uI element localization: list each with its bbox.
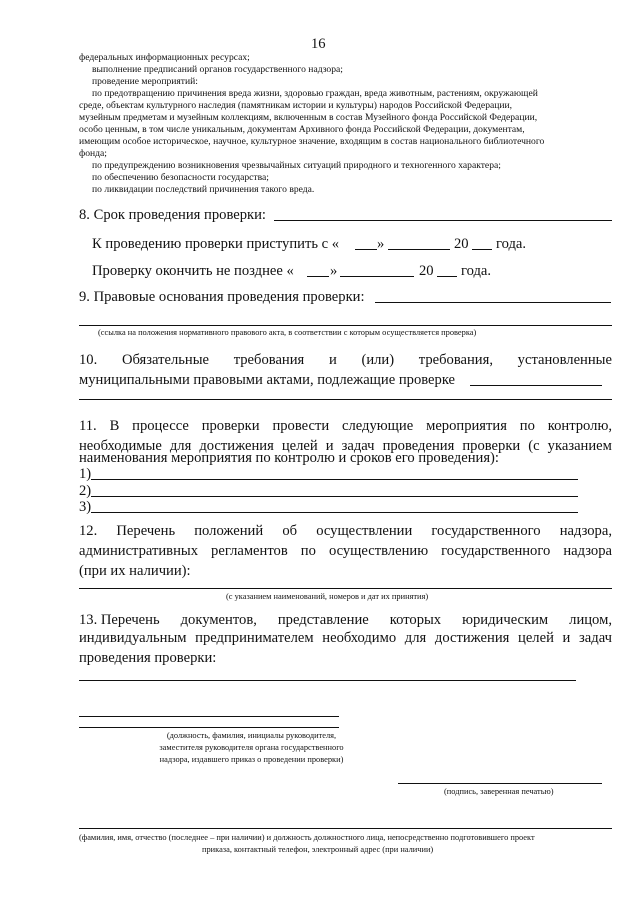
word: Обязательные <box>121 352 210 368</box>
section12-line2 <box>79 541 612 561</box>
word: надзора, <box>559 523 612 539</box>
end-day-line <box>307 276 329 277</box>
word: задач <box>579 630 612 646</box>
intro-line: среде, объектам культурного наследия (памятникам истории и культуры) народов Российской Федерации, <box>79 100 513 111</box>
end-month-line <box>340 276 414 277</box>
word: и <box>328 352 337 368</box>
intro-line: по обеспечению безопасности государства; <box>92 172 269 183</box>
word: процессе <box>132 418 189 434</box>
note-line: заместителя руководителя органа государственного <box>159 743 344 752</box>
word: лицом, <box>569 612 612 628</box>
word: для <box>404 630 427 646</box>
word: для <box>169 438 192 454</box>
section10-fill-line <box>470 385 602 386</box>
item-number: 1) <box>79 466 92 482</box>
word: требования <box>233 352 305 368</box>
signature-seal-line <box>398 783 602 784</box>
intro-line: музейным предметам и музейным коллекциям, включенным в состав Музейного фонда Российской Федерации, <box>79 112 538 123</box>
word: целей <box>281 438 318 454</box>
word: задач <box>341 438 375 454</box>
intro-line: фонда; <box>79 148 107 159</box>
intro-line: по ликвидации последствий причинения такого вреда. <box>92 184 315 195</box>
intro-line: федеральных информационных ресурсах; <box>79 52 250 63</box>
word: положений <box>194 523 264 539</box>
word: В <box>109 418 120 434</box>
word: необходимые <box>79 438 162 454</box>
section8-end-text: Проверку окончить не позднее « <box>92 263 294 279</box>
start-day-line <box>355 249 377 250</box>
word: 13. Перечень <box>79 612 160 628</box>
word: проведения <box>382 438 455 454</box>
item-number: 3) <box>79 499 92 515</box>
signature-right-note: (подпись, заверенная печатью) <box>444 787 554 796</box>
word: целей <box>518 630 554 646</box>
signature-line-1 <box>79 716 339 717</box>
word: контролю, <box>547 418 612 434</box>
word: проверки <box>462 438 521 454</box>
word: указанием <box>547 438 612 454</box>
footer-note-line: приказа, контактный телефон, электронный адрес (при наличии) <box>202 845 434 854</box>
word: и <box>562 630 571 646</box>
section10-line2: муниципальными правовыми актами, подлежащие проверке <box>79 372 456 388</box>
word: достижения <box>199 438 274 454</box>
word: регламентов <box>211 543 288 559</box>
intro-line: имеющим особое историческое, научное, культурное значение, входящим в состав национального библиотечного <box>79 136 545 147</box>
section12-fill-line <box>79 588 612 589</box>
signature-left-note <box>79 730 424 766</box>
section13-line3: проведения проверки: <box>79 650 217 666</box>
section10-line1 <box>79 350 612 370</box>
section8-start-text: К проведению проверки приступить с « <box>92 236 340 252</box>
word: 11. <box>79 418 97 434</box>
word: предпринимателем <box>195 630 314 646</box>
section8-end-quote: » <box>330 263 338 279</box>
item-3-line <box>91 512 578 513</box>
word: по <box>519 418 535 434</box>
intro-line: по предупреждению возникновения чрезвычайных ситуаций природного и техногенного характера; <box>92 160 501 171</box>
section12-line1 <box>79 521 612 541</box>
word: достижения <box>434 630 510 646</box>
word: представление <box>277 612 369 628</box>
page-number: 16 <box>311 36 326 52</box>
word: юридическим <box>462 612 549 628</box>
section8-title: 8. Срок проведения проверки: <box>79 207 266 223</box>
intro-line: выполнение предписаний органов государственного надзора; <box>92 64 343 75</box>
signature-line-2 <box>79 727 339 728</box>
end-year-line <box>437 276 457 277</box>
start-year-line <box>472 249 492 250</box>
section8-start-year: 20 <box>454 236 469 252</box>
section9-title: 9. Правовые основания проведения проверки: <box>79 289 365 305</box>
word: осуществлении <box>316 523 413 539</box>
intro-line: проведение мероприятий: <box>92 76 198 87</box>
word: проверки <box>201 418 260 434</box>
section13-line2 <box>79 628 612 648</box>
section12-note: (с указанием наименований, номеров и дат их принятия) <box>226 592 429 601</box>
footer-line <box>79 828 612 829</box>
word: установленные <box>517 352 612 368</box>
section9-fill-line-2 <box>79 325 612 326</box>
section8-end-year: 20 <box>419 263 434 279</box>
word: 10. <box>79 352 98 368</box>
word: документов, <box>180 612 257 628</box>
word: по <box>300 543 316 559</box>
section8-start-word: года. <box>496 236 527 252</box>
word: Перечень <box>116 523 176 539</box>
item-2-line <box>91 496 578 497</box>
word: государственного <box>441 543 551 559</box>
word: необходимо <box>322 630 397 646</box>
note-line: (должность, фамилия, инициалы руководителя, <box>166 731 337 740</box>
note-line: надзора, издавшего приказ о проведении проверки) <box>159 755 344 764</box>
item-number: 2) <box>79 483 92 499</box>
item-1-line <box>91 479 578 480</box>
word: и <box>325 438 334 454</box>
word: (с <box>528 438 540 454</box>
intro-line: особо ценным, в том числе уникальным, документам Архивного фонда Российской Федерации, документам, <box>79 124 525 135</box>
start-month-line <box>388 249 450 250</box>
word: 12. <box>79 523 98 539</box>
section11-line3: наименования мероприятия по контролю и сроков его проведения): <box>79 450 499 466</box>
footer-note-line: (фамилия, имя, отчество (последнее – при наличии) и должность должностного лица, непосредственно подготовившего проект <box>79 833 535 842</box>
word: которых <box>389 612 442 628</box>
section9-note: (ссылка на положения нормативного правового акта, в соответствии с которым осуществляется проверка) <box>98 328 477 337</box>
word: осуществлению <box>328 543 429 559</box>
word: индивидуальным <box>79 630 187 646</box>
word: требования, <box>418 352 493 368</box>
section13-line1 <box>79 610 612 630</box>
word: следующие <box>342 418 414 434</box>
section11-line1 <box>79 416 612 436</box>
word: об <box>282 523 298 539</box>
word: надзора <box>563 543 612 559</box>
word: административных <box>79 543 198 559</box>
word: мероприятия <box>426 418 507 434</box>
word: (или) <box>361 352 395 368</box>
section12-line3: (при их наличии): <box>79 563 191 579</box>
section13-fill-line <box>79 680 576 681</box>
word: провести <box>272 418 330 434</box>
word: государственного <box>431 523 541 539</box>
section8-start-quote: » <box>377 236 385 252</box>
section10-fill-line-2 <box>79 399 612 400</box>
section8-fill-line <box>274 220 612 221</box>
section8-end-word: года. <box>461 263 492 279</box>
section9-fill-line <box>375 302 611 303</box>
intro-line: по предотвращению причинения вреда жизни, здоровью граждан, вреда животным, растениям, окружающей <box>92 88 538 99</box>
